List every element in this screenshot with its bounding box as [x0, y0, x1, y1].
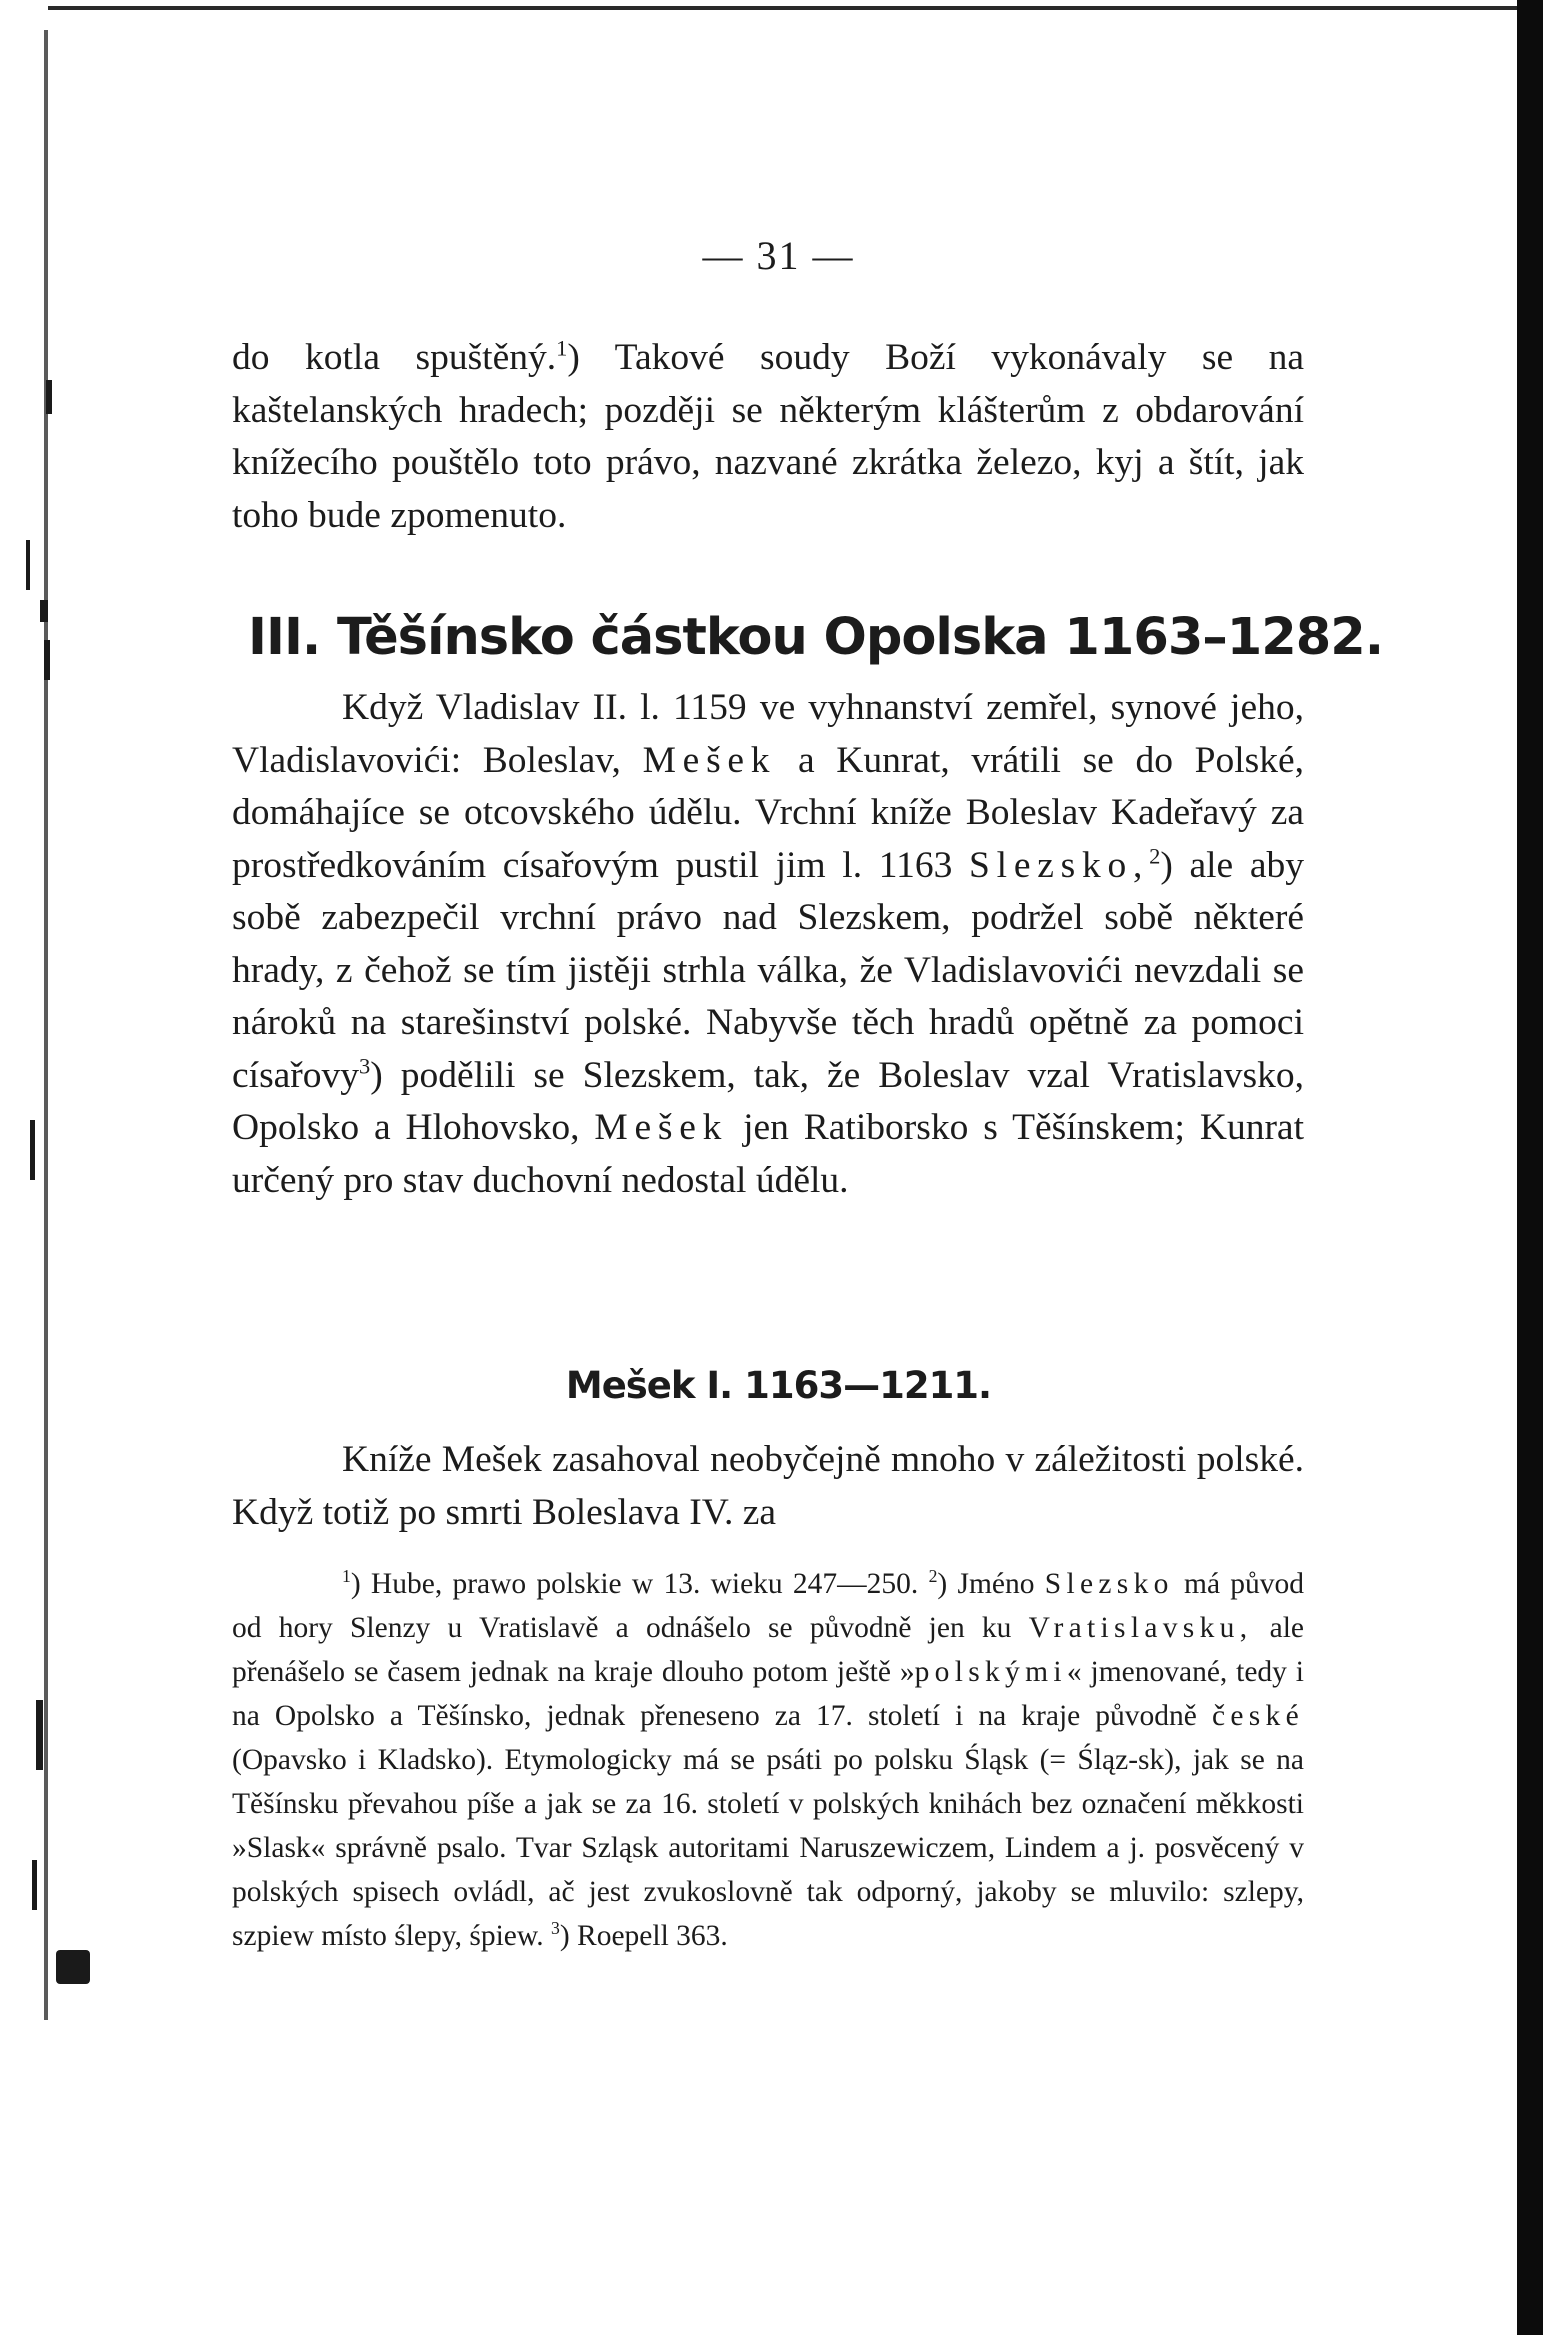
para2-part-b: a Kunrat, vrátili se do Polské, domáhajíce se otcovského údělu. Vrchní kníže Boleslav Kadeřavý za prostředkováním císařovým pustil jim l. 1163 — [232, 739, 1304, 886]
para2-part-d: ) podělili se Slezskem, tak, že Boleslav vzal Vratislavsko, Opolsko a Hlohovsko, — [232, 1054, 1304, 1148]
para1-start: do kotla spuštěný. — [232, 337, 557, 378]
para3-text: Kníže Mešek zasahoval neobyčejně mnoho v záležitosti polské. Když totiž po smrti Boleslava IV. za — [232, 1439, 1304, 1533]
footnote-word-polskymi: polskými — [914, 1656, 1067, 1688]
page-edge-top — [48, 6, 1525, 10]
footnote-2-e: (Opavsko i Kladsko). Etymologicky má se psáti po polsku Śląsk (= Śląz-sk), jak se na Těšínsku převahou píše a jak se za 16. století v polských knihách bez označení měkkosti »Slask« správně psalo. Tvar Szląsk autoritami Naruszewiczem, Lindem a j. posvěcený v polských spisech ovládl, ač jest zvukoslovně tak odporný, jakoby se mluvilo: szlepy, szpiew místo ślepy, śpiew. — [232, 1744, 1304, 1952]
footnote-3: ) Roepell 363. — [559, 1920, 728, 1952]
footnote-2-b: má původ od hory Slenzy u Vratislavě a odnášelo se původně jen ku — [232, 1568, 1305, 1644]
chapter-heading: III. Těšínsko částkou Opolska 1163–1282. — [248, 608, 1384, 667]
para2-part-a: Když Vladislav II. l. 1159 ve vyhnanství zemřel, synové jeho, Vladislavovići: Boleslav, — [232, 687, 1304, 781]
margin-marks — [0, 0, 80, 2335]
footnote-word-vratislavsku: Vratislavsku, — [1028, 1612, 1253, 1644]
footnote-word-ceske: české — [1211, 1700, 1305, 1732]
footnote-ref-3: 3 — [359, 1053, 371, 1078]
footnote-marker-3: 3 — [551, 1918, 560, 1939]
page-number: — 31 — — [702, 233, 855, 278]
footnote-ref-2: 2 — [1149, 843, 1161, 868]
footnote-word-slezsko: Slezsko — [1044, 1568, 1174, 1600]
paragraph-vladislav — [232, 682, 1304, 1207]
paragraph-continuation — [232, 332, 1304, 542]
para1-rest: ) Takové soudy Boží vykonávaly se na kaštelanských hradech; později se některým klášterům z obdarování knížecího pouštělo toto právo, nazvané zkrátka železo, kyj a štít, jak toho bude zpomenuto. — [232, 337, 1304, 536]
para2-part-c: ) ale aby sobě zabezpečil vrchní právo nad Slezskem, podržel sobě některé hrady, z čehož se tím jistěji strhla válka, že Vladislavovići nevzdali se nároků na starešinství polské. Nabyvše těch hradů opětně za pomoci císařovy — [232, 844, 1304, 1096]
footnotes — [232, 1562, 1304, 1958]
footnote-2-c: ale přenášelo se časem jednak na kraje dlouho potom ještě » — [232, 1612, 1305, 1688]
footnote-marker-1: 1 — [342, 1566, 351, 1587]
section-heading: Mešek I. 1163—1211. — [565, 1364, 992, 1407]
para2-part-e: jen Ratiborsko s Těšínskem; Kunrat určený pro stav duchovní nedostal údělu. — [232, 1107, 1304, 1201]
name-mesek-2: Mešek — [594, 1107, 729, 1148]
footnote-marker-2: 2 — [928, 1566, 938, 1587]
name-mesek: Mešek — [642, 739, 777, 781]
footnote-1: ) Hube, prawo polskie w 13. wieku 247—250. — [350, 1568, 919, 1600]
footnote-ref-1: 1 — [556, 335, 568, 361]
footnote-2-d: « jmenované, tedy i na Opolsko a Těšínsko, jednak přeneseno za 17. století i na kraje původně — [232, 1656, 1304, 1732]
footnote-2-a: ) Jméno — [937, 1568, 1035, 1600]
paragraph-mesek — [232, 1434, 1304, 1539]
page-edge-right — [1517, 0, 1543, 2335]
word-slezsko: Slezsko, — [969, 844, 1150, 886]
